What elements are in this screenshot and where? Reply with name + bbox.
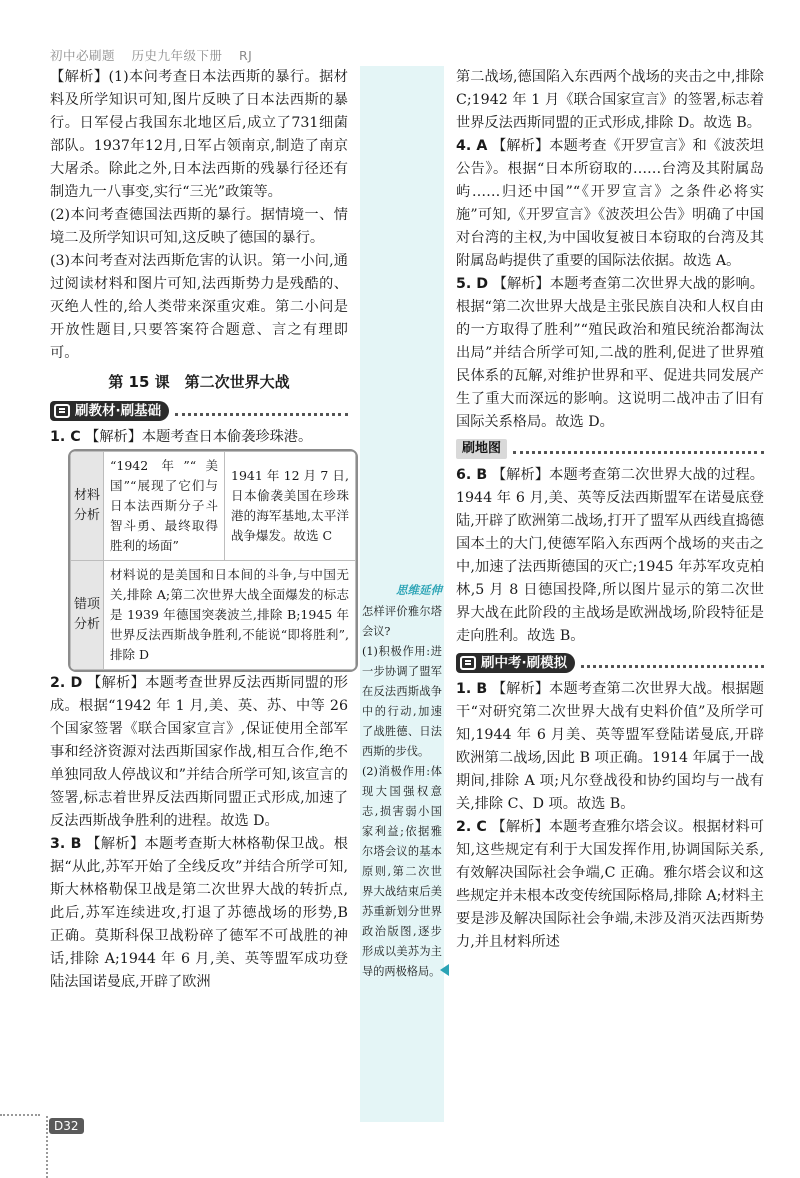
table-cell: 1941 年 12 月 7 日,日本偷袭美国在珍珠港的海军基地,太平洋战争爆发。故选 C — [225, 452, 356, 561]
header-edition: RJ — [239, 48, 253, 63]
row-head: 材料分析 — [71, 452, 104, 561]
book-icon — [460, 656, 476, 670]
header-subject: 历史九年级下册 — [131, 48, 223, 63]
section-header-map — [456, 438, 764, 460]
sidebar-point-2: (2)消极作用:体现大国强权意志,损害弱小国家利益;依据雅尔塔会议的基本原则,第二次世界大战结束后美苏重新划分世界政治版图,逐步形成以美苏为主导的两极格局。 — [362, 765, 442, 978]
question-3 — [50, 833, 348, 994]
table-cell: “1942 年”“美国”“展现了它们与日本法西斯分子斗智斗勇、最终取得胜利的场面” — [104, 452, 225, 561]
analysis-table — [68, 449, 358, 672]
table-row — [71, 452, 356, 561]
right-column — [456, 66, 764, 954]
left-para-2: (2)本问考查德国法西斯的暴行。据情境一、情境二及所学知识可知,这反映了德国的暴行。 — [50, 207, 348, 246]
question-text: 【解析】本题考查雅尔塔会议。根据材料可知,这些规定有利于大国发挥作用,协调国际关系,有效解决国际社会争端,C 正确。雅尔塔会议和这些规定并未根本改变传统国际格局,排除 A;材料主要是涉及解决国际社会争端,未涉及消灭法西斯势力,并且材料所述 — [456, 819, 764, 950]
answer-key: 1. C — [50, 429, 81, 445]
question-1 — [50, 426, 348, 449]
section-pill — [50, 401, 169, 421]
header-book: 初中必刷题 — [50, 48, 116, 63]
table-cell: 材料说的是美国和日本间的斗争,与中国无关,排除 A;第二次世界大战全面爆发的标志是 1939 年德国突袭波兰,排除 B;1945 年世界反法西斯战争胜利,不能说“即将胜利”,排除 D — [104, 561, 356, 670]
question-text: 【解析】本题考查《开罗宣言》和《波茨坦公告》。根据“日本所窃取的……台湾及其附属岛屿……归还中国”“《开罗宣言》之条件必将实施”可知,《开罗宣言》《波茨坦公告》明确了中国对台湾的主权,为中国收复被日本窃取的台湾及其附属岛屿提供了重要的国际法依据。故选 A。 — [456, 138, 764, 269]
dotted-rule — [581, 665, 764, 668]
answer-key: 2. D — [50, 675, 83, 691]
extension-sidebar — [360, 66, 444, 1122]
lesson-title: 第 15 课 第二次世界大战 — [108, 373, 290, 391]
sidebar-title: 思维延伸 — [396, 583, 442, 597]
question-text: 【解析】本题考查斯大林格勒保卫战。根据“从此,苏军开始了全线反攻”并结合所学可知,斯大林格勒保卫战是第二次世界大战的转折点,此后,苏军连续进攻,打退了苏德战场的形势,B 正确。莫斯科保卫战粉碎了德军不可战胜的神话,排除 A;1944 年 6 月,美、英等盟军成功登陆法国诺曼底,开辟了欧洲 — [50, 836, 348, 990]
left-para-3: (3)本问考查对法西斯危害的认识。第一小问,通过阅读材料和图片可知,法西斯势力是残酷的、灭绝人性的,给人类带来深重灾难。第二小问是开放性题目,只要答案符合题意、言之有理即可。 — [50, 253, 348, 361]
answer-key: 1. B — [456, 681, 488, 697]
sidebar-point-1: (1)积极作用:进一步协调了盟军在反法西斯战争中的行动,加速了战胜德、日法西斯的步伐。 — [362, 645, 442, 758]
left-para-1: 【解析】(1)本问考查日本法西斯的暴行。据材料及所学知识可知,图片反映了日本法西斯的暴行。日军侵占我国东北地区后,成立了731细菌部队。1937年12月,日军占领南京,制造了南京大屠杀。除此之外,日本法西斯的残暴行径还有制造九一八事变,实行“三光”政策等。 — [50, 69, 348, 200]
question-text: 【解析】本题考查日本偷袭珍珠港。 — [85, 429, 313, 445]
section-header-exam — [456, 652, 764, 674]
sidebar-content — [360, 580, 444, 982]
question-6 — [456, 464, 764, 648]
pointer-arrow-icon — [440, 964, 449, 976]
question-2 — [50, 672, 348, 833]
section-label: 刷地图 — [456, 439, 507, 459]
answer-key: 3. B — [50, 836, 82, 852]
question-4 — [456, 135, 764, 273]
question-text: 【解析】本题考查第二次世界大战的过程。1944 年 6 月,美、英等反法西斯盟军在诺曼底登陆,开辟了欧洲第二战场,打开了盟军从西线直捣德国本土的大门,使德军陷入东西两个战场的夹击之中,加速了法西斯德国的灭亡;1945 年苏军攻克柏林,5 月 8 日德国投降,所以图片显示的第二次世界大战在此阶段的主战场是欧洲战场,阶段特征是走向胜利。故选 B。 — [456, 467, 764, 644]
page-number: D32 — [49, 1118, 84, 1134]
left-column — [50, 66, 348, 994]
dotted-rule — [175, 413, 348, 416]
answer-key: 6. B — [456, 467, 488, 483]
dotted-rule — [513, 451, 764, 454]
table-row — [71, 561, 356, 670]
answer-key: 2. C — [456, 819, 487, 835]
section-header-basic — [50, 400, 348, 422]
mock-question-1 — [456, 678, 764, 816]
row-head: 错项分析 — [71, 561, 104, 670]
section-label: 刷中考·刷模拟 — [481, 654, 568, 671]
answer-key: 5. D — [456, 276, 489, 292]
question-text: 【解析】本题考查世界反法西斯同盟的形成。根据“1942 年 1 月,美、英、苏、中等 26 个国家签署《联合国家宣言》,保证使用全部军事和经济资源对法西斯国家作战,相互合作,绝不单独同敌人停战议和”并结合所学可知,该宣言的签署,标志着世界反法西斯同盟正式形成,加速了反法西斯战争胜利的进程。故选 D。 — [50, 675, 348, 829]
question-5 — [456, 273, 764, 434]
question-text: 【解析】本题考查第二次世界大战的影响。根据“第二次世界大战是主张民族自决和人权自由的一方取得了胜利”“殖民政治和殖民统治都淘汰出局”并结合所学可知,二战的胜利,促进了世界殖民体系的瓦解,对维护世界和平、促进共同发展产生了重大而深远的影响。这说明二战冲击了旧有国际关系格局。故选 D。 — [456, 276, 764, 430]
sidebar-question: 怎样评价雅尔塔会议? — [362, 605, 442, 638]
section-label: 刷教材·刷基础 — [75, 402, 162, 419]
section-pill — [456, 653, 575, 673]
footer-dotted-rule — [0, 1114, 40, 1116]
right-continuation: 第二战场,德国陷入东西两个战场的夹击之中,排除 C;1942 年 1 月《联合国家宣言》的签署,标志着世界反法西斯同盟的正式形成,排除 D。故选 B。 — [456, 69, 764, 131]
footer-dotted-rule-vertical — [46, 1116, 48, 1178]
answer-key: 4. A — [456, 138, 488, 154]
question-text: 【解析】本题考查第二次世界大战。根据题干“对研究第二次世界大战有史料价值”及所学可知,1944 年 6 月美、英等盟军登陆诺曼底,开辟欧洲第二战场,因此 B 项正确。1914 年属于一战期间,排除 A 项;凡尔登战役和协约国均与一战有关,排除 C、D 项。故选 B。 — [456, 681, 764, 812]
book-icon — [54, 404, 70, 418]
mock-question-2 — [456, 816, 764, 954]
running-header — [50, 46, 264, 64]
